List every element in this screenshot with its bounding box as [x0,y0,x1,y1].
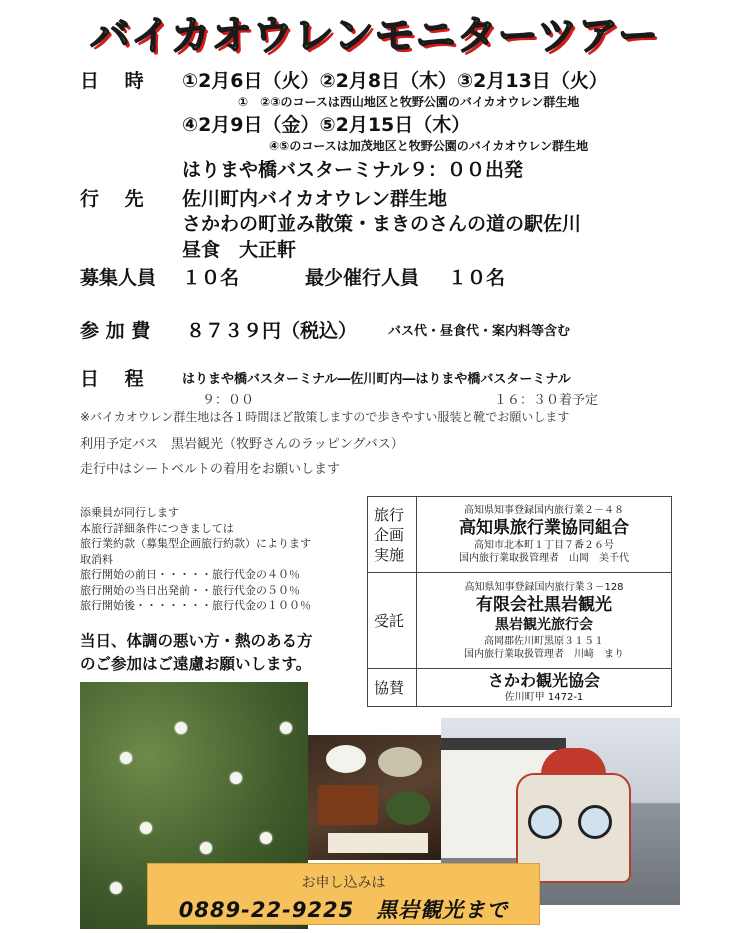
seatbelt-note: 走行中はシートベルトの着用をお願いします [80,462,341,477]
itinerary-label: 日 程 [80,368,144,390]
capacity-value: １０名 [182,267,240,289]
entrusted-name: 有限会社黒岩観光 [476,594,612,615]
capacity-label: 募集人員 [80,267,157,289]
schedule-note-1: ① ②③のコースは西山地区と牧野公園のバイカオウレン群生地 [238,95,580,109]
fee-note: バス代・昼食代・案内料等含む [388,324,571,339]
schedule-label: 日 時 [80,70,144,92]
entrusted-label: 受託 [368,573,417,669]
terms-line: 旅行開始の当日出発前・・旅行代金の５０％ [80,583,300,597]
terms-line: 本旅行詳細条件につきましては [80,521,234,535]
schedule-note-2: ④⑤のコースは加茂地区と牧野公園のバイカオウレン群生地 [269,139,589,153]
agency-table [367,496,672,707]
entrusted-sub: 黒岩観光旅行会 [495,616,593,633]
food-photo [308,735,441,860]
health-notice [80,630,313,676]
terms-line: 旅行業約款（募集型企画旅行約款）によります [80,537,311,550]
apply-label: お申し込みは [301,875,386,891]
organizer-manager: 国内旅行業取扱管理者 山岡 美千代 [459,553,629,564]
destination-item: 昼食 大正軒 [182,239,297,261]
itinerary-depart-time: ９：００ [202,393,255,408]
entrusted-manager: 国内旅行業取扱管理者 川﨑 まり [464,648,624,660]
fee-label: 参 加 費 [80,320,151,342]
destination-item: 佐川町内バイカオウレン群生地 [182,188,447,210]
organizer-cell [417,497,672,573]
terms-line: 旅行開始の前日・・・・・旅行代金の４０％ [80,568,300,581]
sponsor-address: 佐川町甲 1472-1 [504,692,584,703]
entrusted-reg: 高知県知事登録国内旅行業３－128 [464,581,624,593]
departure-info: はりまや橋バスターミナル９：００出発 [182,159,524,181]
health-notice-line: のご参加はご遠慮お願いします。 [80,655,312,673]
page-title: バイカオウレンモニターツアー [90,13,659,59]
itinerary-arrive-time: １６：３０着予定 [494,393,599,408]
apply-box [147,863,540,925]
min-capacity-label: 最少催行人員 [305,267,420,289]
destination-label: 行 先 [80,188,144,210]
fee-value: ８７３９円（税込） [186,320,358,342]
destination-item: さかわの町並み散策・まきのさんの道の駅佐川 [182,213,582,235]
terms-block [80,505,350,614]
entrusted-address: 高岡郡佐川町黒原３１５１ [484,635,604,647]
terms-line: 取消料 [80,552,113,566]
sponsor-label: 協賛 [368,669,417,707]
itinerary-route: はりまや橋バスターミナル―佐川町内―はりまや橋バスターミナル [182,372,571,387]
schedule-dates-line2: ④2月9日（金）⑤2月15日（木） [182,114,471,136]
walking-note: ※バイカオウレン群生地は各１時間ほど散策しますので歩きやすい服装と靴でお願いします [80,410,570,424]
health-notice-line: 当日、体調の悪い方・熱のある方 [80,632,313,650]
apply-phone[interactable]: 0889-22-9225 黒岩観光まで [178,898,509,922]
schedule-dates-line1: ①2月6日（火）②2月8日（木）③2月13日（火） [182,70,608,92]
bus-note: 利用予定バス 黒岩観光（牧野さんのラッピングバス） [80,437,404,452]
terms-line: 旅行開始後・・・・・・・旅行代金の１００％ [80,599,311,612]
organizer-name: 高知県旅行業協同組合 [459,518,629,538]
sponsor-name: さかわ観光協会 [487,671,600,690]
min-capacity-value: １０名 [448,267,506,289]
organizer-address: 高知市北本町１丁目７番２６号 [474,540,614,551]
sponsor-cell [417,669,672,707]
entrusted-cell [417,573,672,669]
terms-line: 添乗員が同行します [80,506,179,519]
organizer-reg: 高知県知事登録国内旅行業２－４８ [464,505,624,516]
organizer-label: 旅行 企画 実施 [368,497,417,573]
